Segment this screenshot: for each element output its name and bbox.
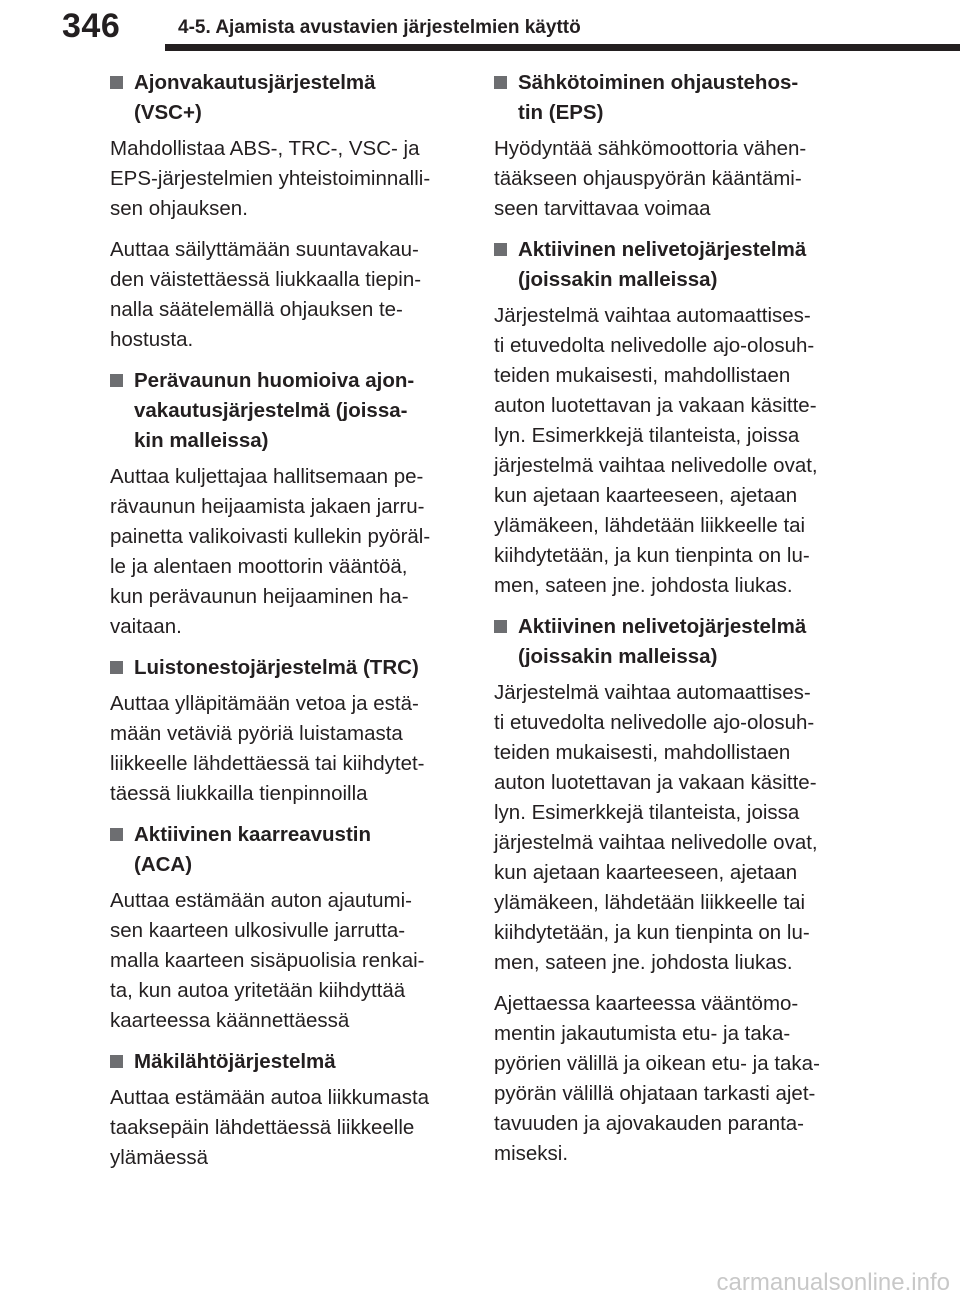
section	[494, 68, 854, 224]
left-column	[110, 68, 470, 1184]
section-heading	[110, 820, 470, 880]
body-paragraph: Auttaa ylläpitämään vetoa ja estä- mään vetäviä pyöriä luistamasta liikkeelle lähdettäessä tai kiihdytet- täessä liukkailla tienpinnoilla	[110, 692, 425, 805]
section-heading	[110, 653, 470, 683]
section-heading-text: Aktiivinen nelivetojärjestelmä (joissakin malleissa)	[518, 238, 807, 291]
section-heading-text: Sähkötoiminen ohjaustehos- tin (EPS)	[518, 71, 799, 124]
section-heading-text: Aktiivinen nelivetojärjestelmä (joissakin malleissa)	[518, 615, 807, 668]
body-paragraph: Järjestelmä vaihtaa automaattises- ti etuvedolta nelivedolle ajo-olosuh- teiden mukaisesti, mahdollistaen auton luotettavan ja vakaan käsitte- lyn. Esimerkkejä tilanteista, joissa järjestelmä vaihtaa nelivedolle ovat, kun ajetaan kaarteeseen, ajetaan ylämäkeen, lähdetään liikkeelle tai kiihdytetään, ja kun tienpinta on lu- men, sateen jne. johdosta liukas.	[494, 681, 818, 974]
body-paragraph: Ajettaessa kaarteessa vääntömo- mentin jakautumista etu- ja taka- pyörien välillä ja oikean etu- ja taka- pyörän välillä ohjataan tarkasti ajet- tavuuden ja ajovakauden paranta- miseksi.	[494, 992, 820, 1165]
watermark: carmanualsonline.info	[716, 1269, 950, 1296]
header-rule	[165, 44, 960, 51]
section-heading	[494, 612, 854, 672]
bullet-square-icon	[110, 1055, 123, 1068]
body-paragraph: Järjestelmä vaihtaa automaattises- ti etuvedolta nelivedolle ajo-olosuh- teiden mukaisesti, mahdollistaen auton luotettavan ja vakaan käsitte- lyn. Esimerkkejä tilanteista, joissa järjestelmä vaihtaa nelivedolle ovat, kun ajetaan kaarteeseen, ajetaan ylämäkeen, lähdetään liikkeelle tai kiihdytetään, ja kun tienpinta on lu- men, sateen jne. johdosta liukas.	[494, 304, 818, 597]
bullet-square-icon	[110, 374, 123, 387]
section-heading	[110, 68, 470, 128]
bullet-square-icon	[110, 828, 123, 841]
page-header	[0, 0, 960, 56]
bullet-square-icon	[494, 76, 507, 89]
body-paragraph: Mahdollistaa ABS-, TRC-, VSC- ja EPS-järjestelmien yhteistoiminnalli- sen ohjauksen.	[110, 137, 431, 220]
section-heading-text: Luistonestojärjestelmä (TRC)	[134, 656, 419, 679]
body-paragraph: Auttaa estämään auton ajautumi- sen kaarteen ulkosivulle jarrutta- malla kaarteen sisäpuolisia renkai- ta, kun autoa yritetään kiihdyttää kaarteessa käännettäessä	[110, 889, 425, 1032]
body-paragraph: Auttaa kuljettajaa hallitsemaan pe- rävaunun heijaamista jakaen jarru- painetta valikoivasti kullekin pyöräl- le ja alentaen moottorin vääntöä, kun perävaunun heijaaminen ha- vaitaan.	[110, 465, 431, 638]
section-heading	[494, 68, 854, 128]
bullet-square-icon	[110, 661, 123, 674]
section	[110, 68, 470, 355]
body-paragraph: Hyödyntää sähkömoottoria vähen- tääkseen ohjauspyörän kääntämi- seen tarvittavaa voimaa	[494, 137, 807, 220]
section-heading-text: Perävaunun huomioiva ajon- vakautusjärjestelmä (joissa- kin malleissa)	[134, 369, 415, 452]
section-heading-text: Ajonvakautusjärjestelmä (VSC+)	[134, 71, 376, 124]
section	[110, 820, 470, 1036]
section	[494, 612, 854, 1169]
page-number: 346	[62, 7, 121, 45]
section-heading	[110, 1047, 470, 1077]
section	[494, 235, 854, 601]
bullet-square-icon	[494, 243, 507, 256]
body-paragraph: Auttaa säilyttämään suuntavakau- den väistettäessä liukkaalla tiepin- nalla säätelemällä ohjauksen te- hostusta.	[110, 238, 422, 351]
bullet-square-icon	[494, 620, 507, 633]
section	[110, 1047, 470, 1173]
section-heading-text: Mäkilähtöjärjestelmä	[134, 1050, 336, 1073]
section	[110, 366, 470, 642]
body-paragraph: Auttaa estämään autoa liikkumasta taaksepäin lähdettäessä liikkeelle ylämäessä	[110, 1086, 430, 1169]
section-title: 4-5. Ajamista avustavien järjestelmien käyttö	[178, 17, 581, 38]
right-column	[494, 68, 854, 1180]
bullet-square-icon	[110, 76, 123, 89]
section	[110, 653, 470, 809]
section-heading	[110, 366, 470, 456]
section-heading	[494, 235, 854, 295]
section-heading-text: Aktiivinen kaarreavustin (ACA)	[134, 823, 371, 876]
